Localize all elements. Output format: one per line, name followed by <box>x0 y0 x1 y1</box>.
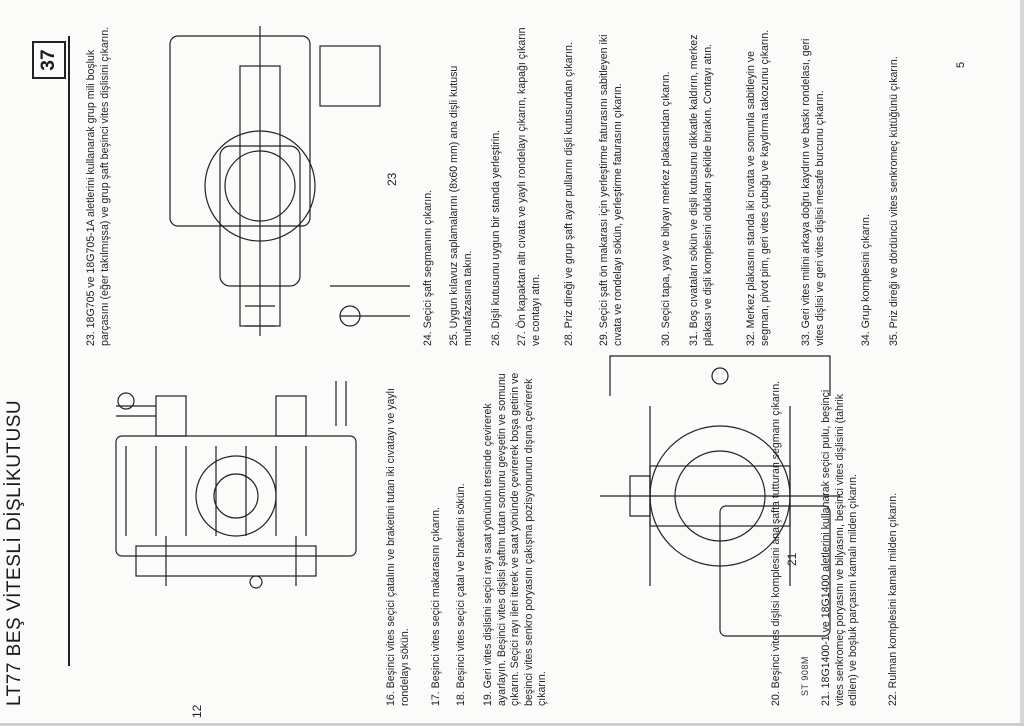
left-step-16: 16. Beşinci vites seçici çatalını ve braketini tutan iki cıvatayı ve yaylı rondelayı sökün. <box>385 388 411 706</box>
left-step-21: 21. 18G1400-1 ve 18G1400 aletlerini kullanarak seçici pulu, beşinci vites senkromeç poryasını ve bilyasını, beşinci vites dişlisini (tahrik edilen) ve boşluk parçasını kamalı milden çıkarın. <box>820 389 860 706</box>
figure-callout-23: 23 <box>385 172 399 186</box>
left-step-20: 20. Beşinci vites dişlisi komplesini ana şafta tutturan segmanı çıkarın. <box>770 380 782 706</box>
left-step-17: 17. Beşinci vites seçici makarasını çıkarın. <box>430 506 442 706</box>
left-step-18: 18. Beşinci vites seçici çatal ve braketini sökün. <box>455 483 467 706</box>
right-step-34: 34. Grup komplesini çıkarın. <box>860 214 872 346</box>
figure-shaft-puller <box>150 16 420 346</box>
right-step-24: 24. Seçici şaft segmanını çıkarın. <box>422 189 434 346</box>
page-title: LT77 BEŞ VİTESLİ DİŞLİKUTUSU <box>4 399 25 706</box>
right-step-35: 35. Priz direği ve dördüncü vites senkromeç kütüğünü çıkarın. <box>888 56 900 346</box>
header-rule <box>68 36 70 666</box>
left-step-22: 22. Rulman komplesini kamalı milden çıkarın. <box>887 492 899 706</box>
right-step-33: 33. Geri vites milini arkaya doğru kaydırın ve baskı rondelası, geri vites dişlisi ve geri vites dişlisi mesafe burcunu çıkarın. <box>800 38 826 346</box>
page-edge-shadow <box>1020 0 1024 726</box>
figure-gear-puller-tool <box>590 346 840 646</box>
figure-gearbox-selector-forks <box>96 366 376 596</box>
left-step-19: 19. Geri vites dişlisini seçici rayı saat yönünün tersinde çevirerek ayarlayın. Beşinci vites dişlisi şaftını tutan somunu gevşetin ve somunu çıkarın. Seçici rayı ileri iterek ve saat yönünde çevirerek boşa getirin ve beşinci vites senkro poryasını çakışma pozisyonunun dışına çevirerek çıkarın. <box>482 372 549 706</box>
right-step-28: 28. Priz direği ve grup şaft ayar pullarını dişli kutusundan çıkarın. <box>563 42 575 346</box>
right-step-30: 30. Seçici tapa, yay ve bilyayı merkez plakasından çıkarın. <box>660 71 672 346</box>
figure-callout-21: 21 <box>785 552 799 566</box>
figure-callout-12: 12 <box>190 704 204 718</box>
figure-code: ST 908M <box>800 656 810 696</box>
right-step-25: 25. Uygun kılavuz saplamalarını (8x60 mm) ana dişli kutusu muhafazasına takın. <box>448 65 474 346</box>
right-step-31: 31. Boş cıvataları sökün ve dişli kutusunu dikkatle kaldırın, merkez plakası ve dişli komplesini oldukları şekilde bırakın. Contayı atın. <box>688 34 714 346</box>
footer-page-number: 5 <box>955 61 967 68</box>
right-step-27: 27. Ön kapaktan altı cıvata ve yaylı rondelayı çıkarın, kapağı çıkarın ve contayı atın. <box>516 27 542 346</box>
right-step-23: 23. 18G705 ve 18G705-1A aletlerini kullanarak grup mili boşluk parçasını (eğer takılmışsa) ve grup şaft beşinci vites dişlisini çıkarın. <box>85 26 111 346</box>
right-step-29: 29. Seçici şaft ön makarası için yerleştirme faturasını sabitleyen iki cıvata ve rondelayı sökün, yerleştirme faturasını çıkarın. <box>598 34 624 346</box>
chapter-page-box: 37 <box>32 41 66 79</box>
right-step-32: 32. Merkez plakasını standa iki cıvata ve somunla sabitleyin ve segman, pivot pim, geri vites çubuğu ve kaydırma takozunu çıkarın. <box>745 29 771 346</box>
right-step-26: 26. Dişli kutusunu uygun bir standa yerleştirin. <box>490 129 502 346</box>
